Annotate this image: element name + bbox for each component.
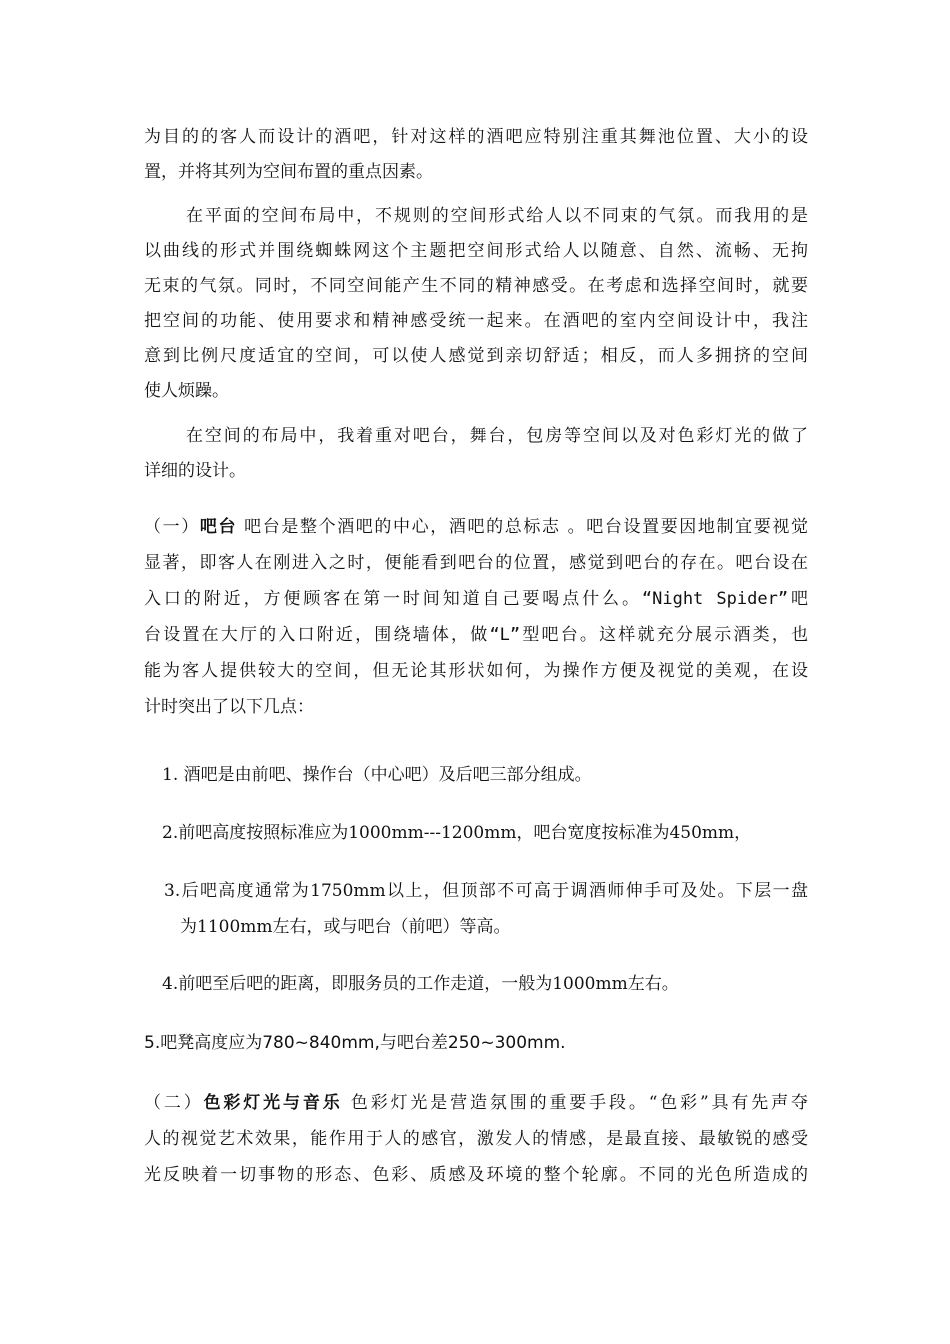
paragraph-line — [144, 625, 808, 645]
paragraph-line: 以曲线的形式并围绕蜘蛛网这个主题把空间形式给人以随意、自然、流畅、无拘 — [144, 241, 808, 261]
paragraph-line: 人的视觉艺术效果，能作用于人的感官，激发人的情感，是最直接、最敏锐的感受 — [144, 1129, 808, 1149]
paragraph-line: 显著，即客人在刚进入之时，便能看到吧台的位置，感觉到吧台的存在。吧台设在 — [144, 553, 808, 573]
paragraph-line: 置，并将其列为空间布置的重点因素。 — [144, 162, 433, 182]
section-heading: 色彩灯光与音乐 — [203, 1093, 343, 1113]
paragraph-line: 无束的气氛。同时，不同空间能产生不同的精神感受。在考虑和选择空间时，就要 — [144, 276, 808, 296]
paragraph-line: 为目的的客人而设计的酒吧，针对这样的酒吧应特别注重其舞池位置、大小的设 — [144, 127, 808, 147]
paragraph-text: 色彩灯光是营造氛围的重要手段。“色彩”具有先声夺 — [342, 1093, 808, 1113]
paragraph-line: 使人烦躁。 — [144, 381, 229, 401]
list-item: 2.前吧高度按照标准应为1000mm---1200mm，吧台宽度按标准为450mm， — [162, 823, 752, 843]
paragraph-line: 在空间的布局中，我着重对吧台，舞台，包房等空间以及对色彩灯光的做了 — [186, 426, 808, 446]
list-item: 5.吧凳高度应为780~840mm,与吧台差250~300mm. — [144, 1033, 566, 1053]
list-item: 4.前吧至后吧的距离，即服务员的工作走道，一般为1000mm左右。 — [162, 974, 679, 994]
paragraph-text: 吧台是整个酒吧的中心，酒吧的总标志 。吧台设置要因地制宜要视觉 — [237, 517, 809, 537]
paragraph-text: 台设置在大厅的入口附近，围绕墙体，做 — [144, 625, 490, 645]
section-prefix: （二） — [144, 1093, 204, 1113]
paragraph-text: 吧 — [788, 589, 808, 609]
bar-shape-quote: “L” — [489, 625, 521, 645]
section-prefix: （一） — [144, 517, 200, 537]
paragraph-text: 入口的附近，方便顾客在第一时间知道自己要喝点什么。 — [144, 589, 642, 609]
list-item: 3.后吧高度通常为1750mm以上，但顶部不可高于调酒师伸手可及处。下层一盘 — [164, 881, 808, 901]
bar-name-quote: “Night Spider” — [641, 589, 789, 609]
section-color-first-line — [144, 1093, 808, 1113]
paragraph-line: 计时突出了以下几点： — [144, 697, 314, 717]
paragraph-line — [144, 589, 808, 609]
paragraph-text: 型吧台。这样就充分展示酒类，也 — [520, 625, 809, 645]
list-item-continuation: 为1100mm左右，或与吧台（前吧）等高。 — [180, 917, 511, 937]
section-bar-first-line — [144, 517, 808, 537]
paragraph-line: 意到比例尺度适宜的空间，可以使人感觉到亲切舒适；相反，而人多拥挤的空间 — [144, 346, 808, 366]
paragraph-line: 把空间的功能、使用要求和精神感受统一起来。在酒吧的室内空间设计中，我注 — [144, 311, 808, 331]
paragraph-line: 在平面的空间布局中，不规则的空间形式给人以不同束的气氛。而我用的是 — [186, 206, 808, 226]
paragraph-line: 光反映着一切事物的形态、色彩、质感及环境的整个轮廓。不同的光色所造成的 — [144, 1165, 808, 1185]
section-heading: 吧台 — [199, 517, 238, 537]
list-item: 1. 酒吧是由前吧、操作台（中心吧）及后吧三部分组成。 — [162, 765, 592, 785]
paragraph-line: 详细的设计。 — [144, 461, 246, 481]
paragraph-line: 能为客人提供较大的空间，但无论其形状如何，为操作方便及视觉的美观，在设 — [144, 661, 808, 681]
